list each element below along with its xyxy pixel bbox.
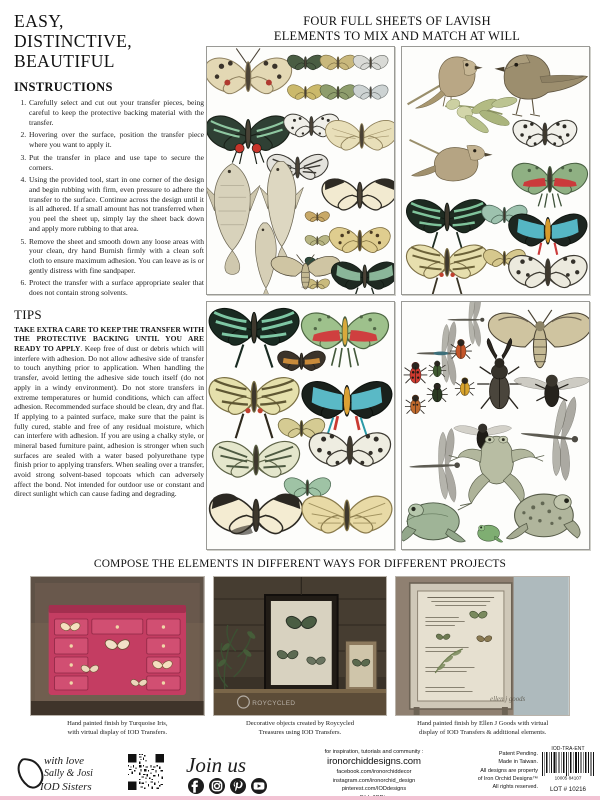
legal-line: Patent Pending. [498,751,538,757]
ellen-j-goods-watermark: ellen j goods [490,695,526,704]
legal-line: All designs are property [480,767,538,774]
headline-line-3: BEAUTIFUL [14,50,115,71]
barcode-block [540,746,596,793]
photo-1-art [31,577,204,715]
qr-code[interactable] [128,754,164,790]
signature-line-1: with love [44,755,85,767]
instruction-step: 2. Hovering over the surface, position the transfer piece where you want to apply it. [28,130,204,149]
frog-speckled [507,494,581,539]
website-url[interactable]: ironorchiddesigns.com [327,756,421,768]
caption-framed-objects [213,718,388,744]
instructions-list [14,98,204,297]
sheet-1-art [207,47,394,294]
frog-green [402,503,465,542]
caption-line: Hand painted finish by Turquoise Iris, [67,720,168,727]
sheet-butterflies-fish [206,46,395,295]
caption-line: Treasures using IOD Transfers. [258,728,342,736]
caption-line: display of IOD Transfers & additional elements. [419,728,547,736]
caption-line: Decorative objects created by Roycycled [245,720,354,727]
instructions-heading: INSTRUCTIONS [14,80,113,95]
legal-line: of Iron Orchid Designs™ [477,775,538,782]
sheet-3-art [207,302,394,549]
tips-paragraph [14,325,204,499]
instruction-step: 3. Put the transfer in place and use tape to secure the corners. [28,153,204,172]
signature-line-2: Sally & Josi [44,768,93,779]
compose-heading: COMPOSE THE ELEMENTS IN DIFFERENT WAYS FOR DIFFERENT PROJECTS [93,558,507,570]
pink-accent-bar [0,796,600,800]
contact-block [300,748,448,802]
signature-logo [14,748,126,796]
caption-line: Hand painted finish by Ellen J Goods with virtual [417,720,549,727]
legal-block [444,750,538,791]
instruction-step: 6. Protect the transfer with a surface appropriate sealer that does not contain strong solvents. [28,278,204,297]
sheet-birds-butterflies [401,46,590,295]
photo-3-art [396,577,569,715]
stag-beetle [477,338,521,408]
tips-lead: TAKE EXTRA CARE TO KEEP THE TRANSFER WITH THE PROTECTIVE BACKING UNTIL YOU ARE READY TO APPLY [14,324,204,354]
join-us-block [178,746,296,796]
headline-line-1: EASY, [14,11,64,31]
instagram-url[interactable]: instagram.com/ironorchid_design [332,777,416,784]
project-photos [30,576,570,716]
bee [514,375,589,407]
bird-perched [410,140,493,181]
sheets-header-line-1: FOUR FULL SHEETS OF LAVISH [303,14,491,28]
olive-branch [445,95,518,135]
barcode-image [541,752,595,780]
roycycled-watermark: ROYCYCLED [251,699,296,708]
photo-pink-desk [30,576,205,716]
instruction-step: 1. Carefully select and cut out your transfer pieces, being careful to keep the protective backing material with the transfer. [28,98,204,127]
bird-thrush [495,55,588,116]
caption-line: with virtual display of IOD Transfers. [67,728,168,736]
signature-line-3: IOD Sisters [40,781,92,793]
youtube-icon[interactable] [251,778,267,794]
footer [0,744,600,800]
pinterest-icon[interactable] [230,778,246,794]
barcode-lot: LOT # 10216 [549,786,586,793]
tips-body-text: . Keep free of dust or debris which will interfere with adhesion. Do not allow adhesive side of transfer to touch anything prior to application. When handling the transfer, avoid letting the adhesive side touch itself (do not apply in a windy environment). Do not store transfers in extreme temperatures or humid conditions, which can affect adhesion. Recommended surface should be clean, dry and flat. If applying to a painted surface, make sure that the paint is fully cured, stable and free of any residual moisture, which can interfere with adhesion. If you are using a chalky style, or mineral based furniture paint, adhesion is stronger when such surfaces are sealed with a water based polyurethane type finish prior to applying transfers. When sealing over a transfer, avoid strong solvent-based topcoats which can adversely affect the bond. Not intended for outdoor use or constant and direct sunlight which can cause fading and degrading. [14,344,204,499]
caption-pink-desk [30,718,205,744]
facebook-icon[interactable] [188,778,204,794]
transfer-sheets-grid [206,46,590,550]
fish-group [207,164,260,275]
legal-line: Made in Taiwan. [498,759,538,766]
fish-group [255,223,276,294]
page-title [14,12,204,71]
instructions-column [14,12,204,557]
instagram-icon[interactable] [209,778,225,794]
photo-captions [30,718,570,744]
sheet-beetles-frogs [401,301,590,550]
photo-2-art [214,577,387,715]
photo-framed-objects [213,576,388,716]
sheets-header [206,14,588,43]
barcode-sku: IOD-TRA-ENT [551,746,585,752]
sheets-header-line-2: ELEMENTS TO MIX AND MATCH AT WILL [273,28,521,43]
sheet-2-art [402,47,589,294]
facebook-url[interactable]: facebook.com/ironorchiddecor [336,769,412,776]
instruction-step: 4. Using the provided tool, start in one corner of the design and begin rubbing with firm, even pressure to adhere the transfer to the surface. Continue across the design until it is all adhered. If a small amount has not transferred when you peel the sheet up, simply lay the sheet back down and apply more rubbing to that area. [28,175,204,233]
tips-heading: TIPS [14,306,42,322]
instruction-step: 5. Remove the sheet and smooth down any loose areas with your clean, dry hand Burnish firmly with a clean soft cloth to ensure maximum adhesion. You can leave as is or gently distress with fine sandpaper. [28,237,204,276]
caption-cabinet-door [395,718,570,744]
photo-cabinet-door [395,576,570,716]
join-us-label: Join us [186,753,247,777]
sheet-4-art [402,302,589,549]
bird-on-branch [408,57,483,108]
frog-small [478,525,503,542]
sheet-swallowtails [206,301,395,550]
contact-intro: for inspiration, tutorials and community : [324,749,424,755]
headline-line-2: DISTINCTIVE, [14,30,133,51]
pinterest-url[interactable]: pinterest.com/IODdesigns [341,786,407,793]
legal-line: All rights reserved. [492,784,538,790]
barcode-digits: 10005 84107 [554,775,582,780]
